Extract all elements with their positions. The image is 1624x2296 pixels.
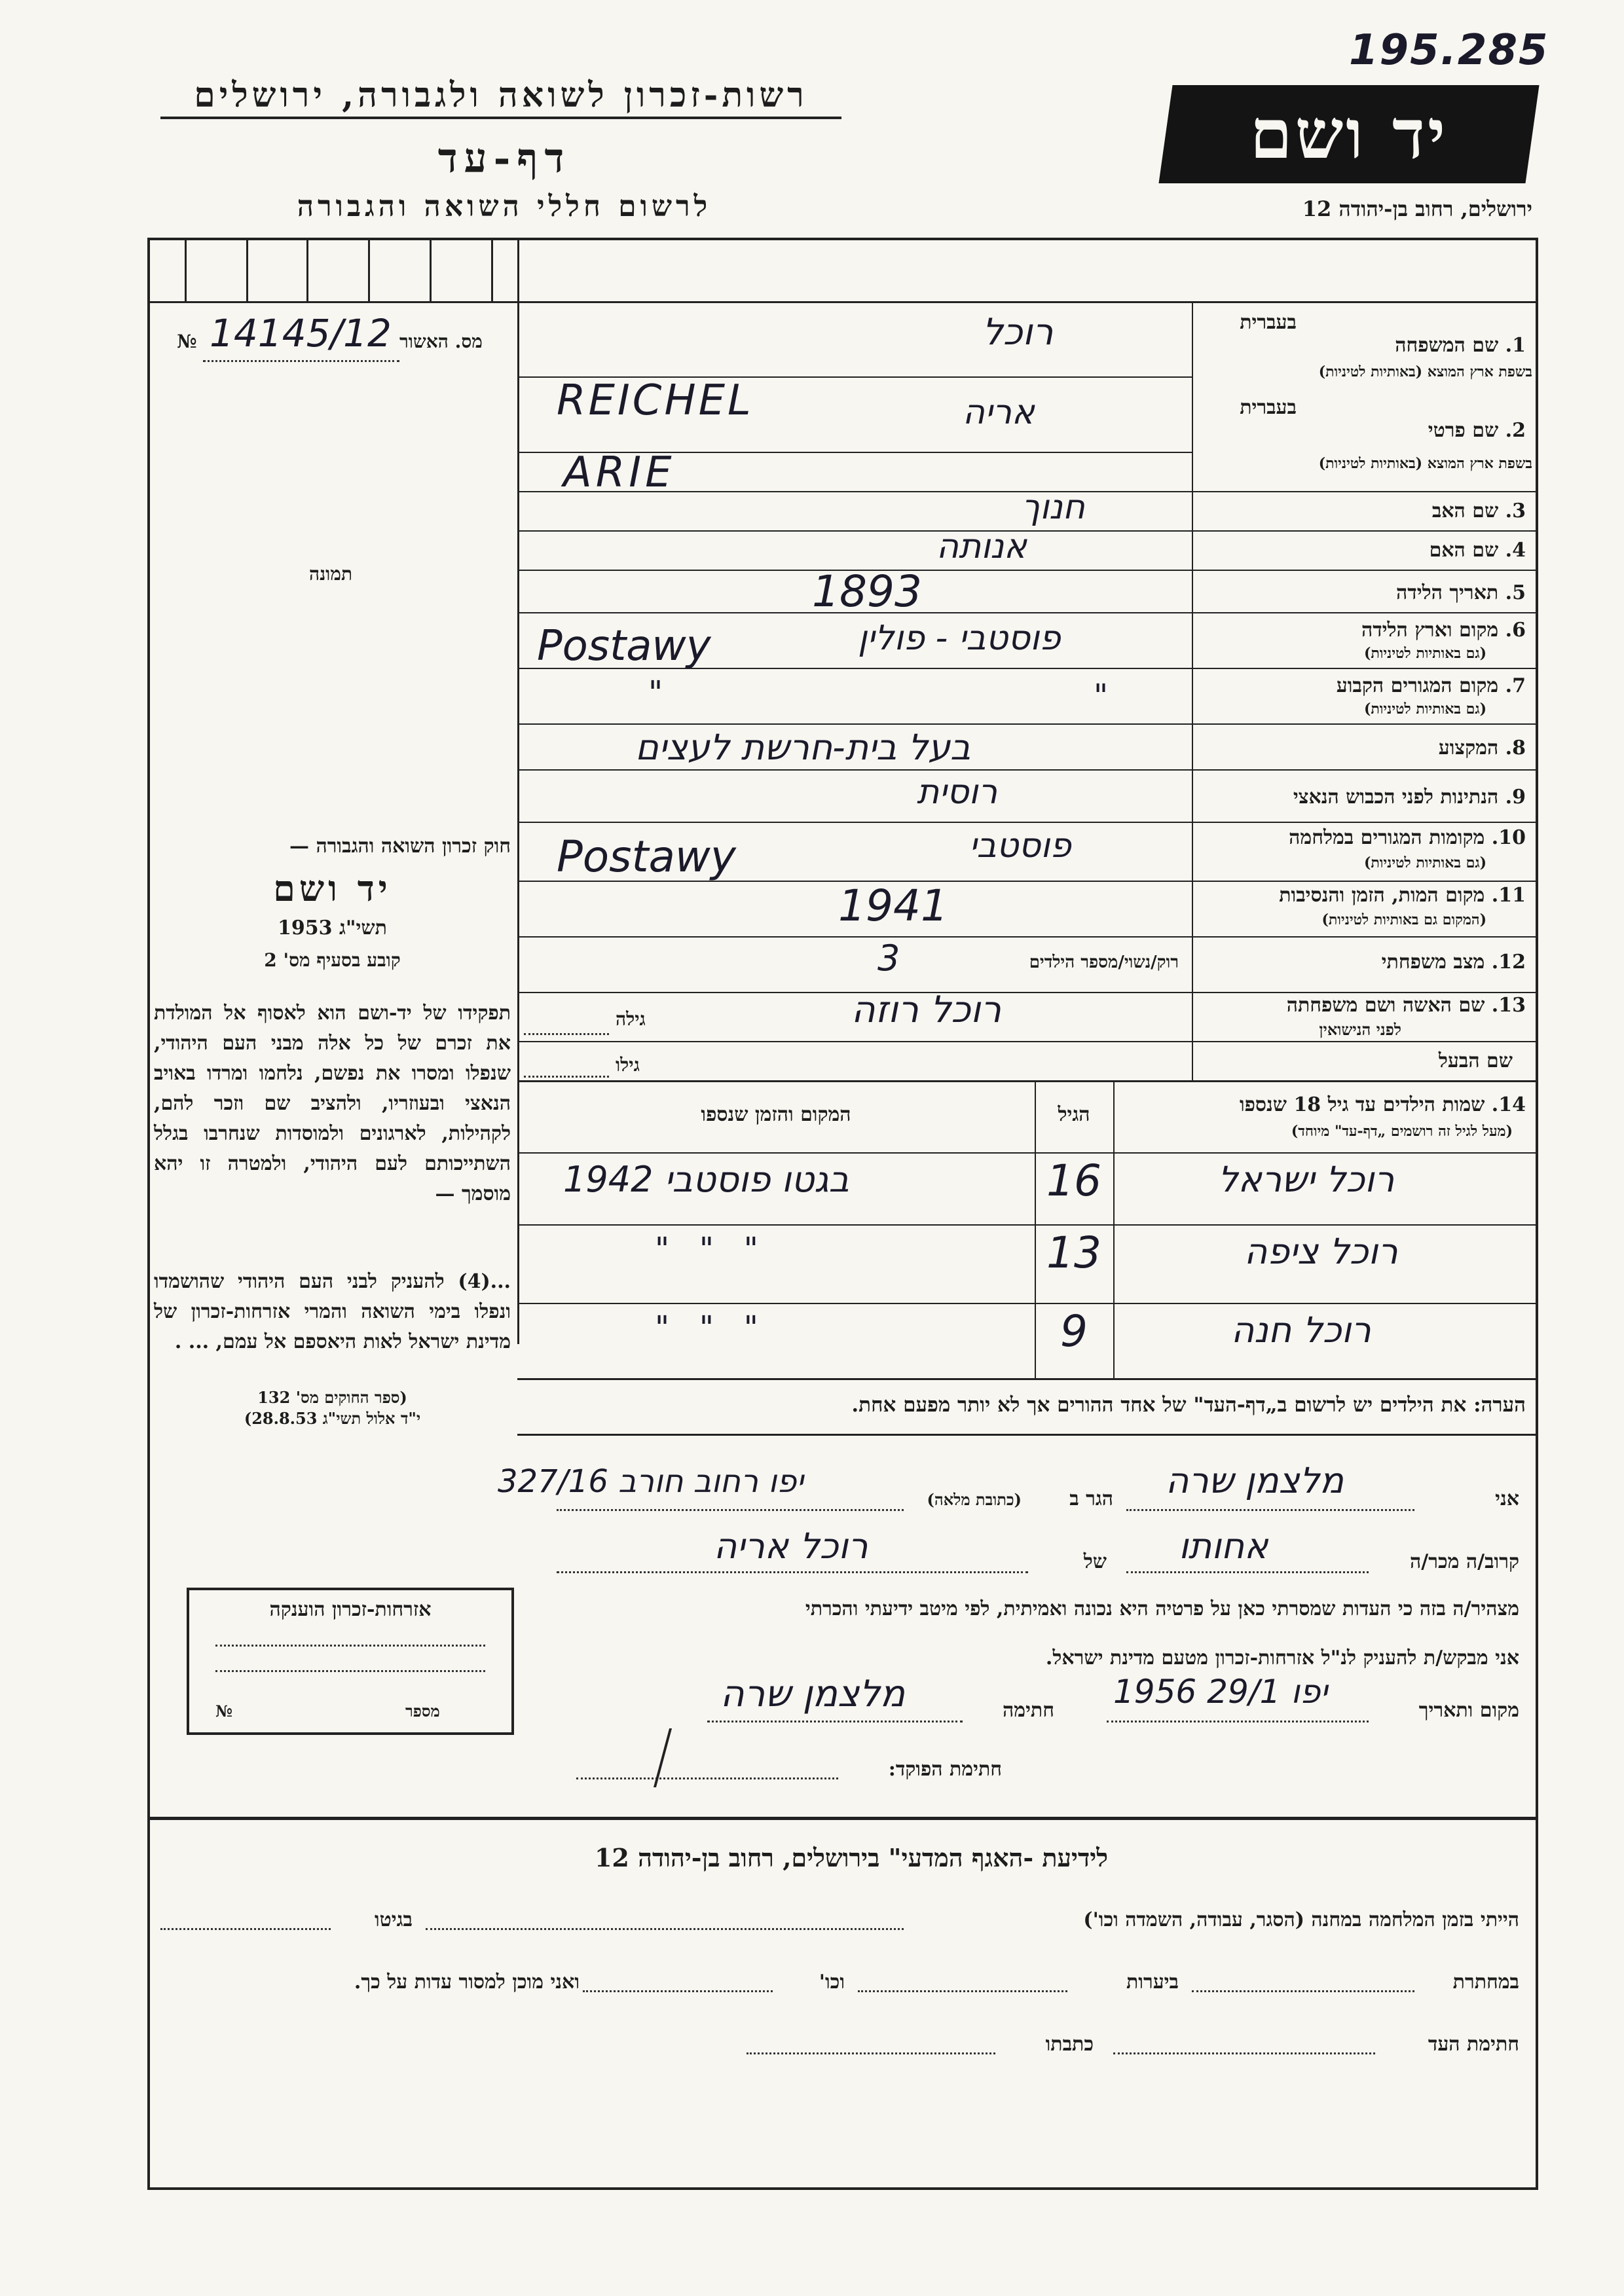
children-label bbox=[1120, 1093, 1526, 1116]
footer-line2-forests: ביערות bbox=[1126, 1971, 1179, 1994]
field-12-options: רוק/נשוי/מספר הילדים bbox=[1029, 953, 1179, 972]
field-3-number: 3. bbox=[1505, 500, 1526, 522]
field-6-sub: (גם באותיות לטיניות) bbox=[1363, 645, 1486, 662]
declarant-label: אני bbox=[1495, 1487, 1519, 1510]
field-13-number: 13. bbox=[1491, 994, 1526, 1017]
relation-value: אחותו bbox=[1179, 1525, 1268, 1567]
law-year: תשי"ג 1953 bbox=[278, 917, 387, 939]
child-name: רוכל ציפה bbox=[1244, 1231, 1398, 1272]
law-reference-date: י"ד אלול תשי"ג 28.8.53) bbox=[244, 1409, 421, 1428]
field-3-label bbox=[1205, 500, 1526, 522]
field-7-label-text: מקום המגורים הקבוע bbox=[1336, 674, 1499, 697]
field-4-number: 4. bbox=[1505, 539, 1526, 562]
archive-number: 195.285 bbox=[1349, 26, 1549, 75]
approval-number-sign: № bbox=[177, 331, 197, 352]
children-sub: (מעל לגיל זה רושמים „דף-עד" מיוחד) bbox=[1291, 1123, 1513, 1140]
children-number: 14. bbox=[1491, 1093, 1526, 1116]
approval-number-value: 14145/12 bbox=[210, 311, 392, 355]
law-section: קובע בסעיף מס' 2 bbox=[264, 949, 401, 971]
field-8-label bbox=[1205, 737, 1526, 759]
certificate-number-label: מספר bbox=[405, 1702, 440, 1721]
residing-label: הגר ב bbox=[1069, 1487, 1113, 1510]
field-9-label bbox=[1205, 786, 1526, 809]
child-name: רוכל חנה bbox=[1231, 1309, 1371, 1351]
field-2-number: 2. bbox=[1505, 419, 1526, 442]
form-subtitle: לרשום חללי השואה והגבורה bbox=[297, 190, 712, 223]
declaration-statement-1: מצהיר/ה בזה כי העדות שמסרתי כאן על פרטיה היא נכונה ואמיתית, לפי מיטב ידיעתי והכרתי bbox=[805, 1597, 1519, 1620]
husband-age-label: גילו bbox=[616, 1054, 640, 1076]
logo-text: יד ושם bbox=[1249, 94, 1449, 174]
officer-signature-label: חתימת הפוקד: bbox=[888, 1758, 1002, 1781]
field-2-label bbox=[1303, 419, 1526, 442]
form-title: דף-עד bbox=[437, 134, 571, 182]
field-12-label-text: מצב משפחתי bbox=[1381, 951, 1485, 974]
field-2-label-text: שם פרטי bbox=[1428, 419, 1499, 442]
place-date-value: יפו 29/1 1956 bbox=[1113, 1673, 1328, 1711]
footer-line3-witness-signature: חתימת העד bbox=[1428, 2033, 1519, 2056]
yad-vashem-logo bbox=[1158, 85, 1539, 183]
field-9-label-text: הנתינות לפני הכבוש הנאצי bbox=[1293, 786, 1499, 809]
field-10-label bbox=[1205, 826, 1526, 849]
children-note: הערה: את הילדים יש לרשום ב„דף-העד" של אחד ההורים אך לא יותר מפעם אחת. bbox=[851, 1393, 1526, 1417]
footer-title: לידיעת -האגף המדעי" בירושלים, רחוב בן-יהודה 12 bbox=[594, 1843, 1108, 1872]
of-label: של bbox=[1083, 1550, 1107, 1573]
declaration-statement-2: אני מבקש/ת להעניק לנ"ל אזרחות-זכרון מטעם מדינת ישראל. bbox=[1045, 1647, 1519, 1669]
address-hint: (כתובת מלאה) bbox=[927, 1490, 1022, 1509]
field-4-value: אנותה bbox=[936, 527, 1027, 566]
certificate-number-sign: № bbox=[215, 1702, 233, 1721]
field-5-value: 1893 bbox=[812, 566, 922, 617]
approval-number-label: מס. האשור bbox=[399, 331, 483, 352]
field-11-number: 11. bbox=[1491, 884, 1526, 907]
law-text: תפקידו של יד-ושם הוא לאסוף אל המולדת את זכרם של כל אלה מבני העם היהודי, שנפלו ומסרו את נפשם, נלחמו ומרדו באויב הנאצי ובעוזריו, ולהציב שם וזכר להם, לקהילות, לארגונים ולמוסדות שנחרבו בגלל השתייכותם לעם היהודי, ולמטרה זו יהא מוסמך — bbox=[154, 1002, 511, 1205]
field-1-number: 1. bbox=[1505, 334, 1526, 357]
child-age: 13 bbox=[1046, 1228, 1101, 1278]
place-date-label: מקום ותאריך bbox=[1418, 1699, 1519, 1722]
signature-label: חתימה bbox=[1003, 1699, 1054, 1722]
field-3-label-text: שם האב bbox=[1431, 500, 1499, 522]
husband-name-label: שם הבעל bbox=[1438, 1049, 1513, 1072]
field-4-label-text: שם האם bbox=[1429, 539, 1499, 562]
field-7-value-latin-ditto: " bbox=[648, 674, 663, 711]
children-col-age: הגיל bbox=[1058, 1103, 1090, 1126]
child-age: 16 bbox=[1046, 1156, 1101, 1206]
field-6-value-latin: Postawy bbox=[537, 622, 711, 670]
field-9-value: רוסית bbox=[917, 773, 998, 812]
field-1-value-hebrew: רוכל bbox=[982, 311, 1054, 354]
field-3-value: חנוך bbox=[1022, 488, 1085, 527]
law-reference: (ספר החוקים מס' 132 bbox=[257, 1388, 407, 1407]
header-address: ירושלים, רחוב בן-יהודה 12 bbox=[1302, 196, 1532, 221]
relative-label: קרוב/ה מכר/ה bbox=[1410, 1550, 1519, 1573]
field-5-number: 5. bbox=[1505, 581, 1526, 604]
field-13-age-label: גילה bbox=[616, 1008, 646, 1030]
field-2-value-hebrew: אריה bbox=[963, 393, 1035, 432]
law-name: יד ושם bbox=[273, 867, 392, 909]
authority-name: רשות-זכרון לשואה ולגבורה, ירושלים bbox=[194, 75, 808, 115]
field-12-value: 3 bbox=[877, 938, 900, 979]
declarant-name: מלצמן שרה bbox=[1166, 1460, 1344, 1501]
field-6-number: 6. bbox=[1505, 619, 1526, 642]
field-8-value: בעל בית-חרשת לעצים bbox=[635, 727, 971, 768]
field-13-value: רוכל רוזה bbox=[851, 989, 1001, 1031]
citizenship-certificate-box bbox=[187, 1588, 514, 1735]
field-6-value: פוסטבי - פולין bbox=[858, 619, 1061, 658]
children-col-place: המקום והזמן שנספו bbox=[701, 1103, 851, 1126]
field-8-number: 8. bbox=[1505, 737, 1526, 759]
field-1-label bbox=[1303, 334, 1526, 357]
field-2-sub: בשפת ארץ המוצא (באותיות לטיניות) bbox=[1318, 455, 1532, 472]
law-text-2: ...(4) להעניק לבני העם היהודי שהושמדו ונפלו בימי השואה והמרי אזרחות-זכרון של מדינת ישראל לאות היאספם אל עמם, ... . bbox=[154, 1270, 511, 1353]
child-age: 9 bbox=[1060, 1306, 1088, 1357]
children-label-text: שמות הילדים עד גיל 18 שנספו bbox=[1239, 1093, 1485, 1116]
child-place: " " " bbox=[655, 1309, 758, 1346]
field-1-label-text: שם המשפחה bbox=[1395, 334, 1499, 357]
footer-line3-address: כתבתו bbox=[1045, 2033, 1094, 2056]
field-7-label bbox=[1205, 674, 1526, 697]
field-7-value: " bbox=[1094, 678, 1109, 714]
footer-line2-etc: וכו' bbox=[819, 1971, 845, 1994]
field-10-sub: (גם באותיות לטיניות) bbox=[1363, 854, 1486, 871]
field-7-sub: (גם באותיות לטיניות) bbox=[1363, 701, 1486, 718]
field-9-number: 9. bbox=[1505, 786, 1526, 809]
field-12-number: 12. bbox=[1491, 951, 1526, 974]
field-4-label bbox=[1205, 539, 1526, 562]
field-10-label-text: מקומות המגורים במלחמה bbox=[1289, 826, 1485, 849]
child-name: רוכל ישראל bbox=[1218, 1159, 1395, 1200]
signature-value: מלצמן שרה bbox=[720, 1673, 906, 1715]
field-10-value-latin: Postawy bbox=[557, 831, 736, 882]
field-10-value: פוסטבי bbox=[969, 826, 1071, 866]
footer-line2-willing: ואני מוכן למסור עדות על כך. bbox=[354, 1971, 580, 1994]
footer-line1-camp: הייתי בזמן המלחמה במחנה (הסגר, עבודה, השמדה וכו') bbox=[1083, 1908, 1519, 1931]
child-place: " " " bbox=[655, 1231, 758, 1267]
field-13-label-text: שם האשה ושם משפחתה bbox=[1286, 994, 1485, 1017]
certificate-title: אזרחות-זכרון הוענקה bbox=[269, 1598, 432, 1621]
field-11-value: 1941 bbox=[838, 881, 948, 931]
declarant-address: יפו רחוב חורב 327/16 bbox=[498, 1463, 803, 1500]
field-1-hebrew-tag: בעברית bbox=[1240, 311, 1297, 334]
field-8-label-text: המקצוע bbox=[1438, 737, 1499, 759]
field-1-value-latin: REICHEL bbox=[557, 376, 754, 425]
field-11-label-text: מקום המות, הזמן והנסיבות bbox=[1279, 884, 1485, 907]
field-12-label bbox=[1205, 951, 1526, 974]
child-place: בגטו פוסטבי 1942 bbox=[563, 1159, 849, 1200]
field-11-label bbox=[1205, 884, 1526, 907]
footer-line1-ghetto: בגיטו bbox=[374, 1908, 413, 1931]
law-heading: חוק זכרון השואה והגבורה — bbox=[289, 835, 511, 858]
field-2-value-latin: ARIE bbox=[563, 448, 676, 497]
field-11-sub: (המקום גם באותיות לטיניות) bbox=[1321, 911, 1486, 928]
field-2-hebrew-tag: בעברית bbox=[1240, 396, 1297, 419]
field-10-number: 10. bbox=[1491, 826, 1526, 849]
field-7-number: 7. bbox=[1505, 674, 1526, 697]
field-6-label bbox=[1205, 619, 1526, 642]
field-1-sub: בשפת ארץ המוצא (באותיות לטיניות) bbox=[1318, 363, 1532, 380]
footer-line2-underground: במחתרת bbox=[1452, 1971, 1519, 1994]
field-5-label bbox=[1205, 581, 1526, 604]
field-5-label-text: תאריך הלידה bbox=[1396, 581, 1499, 604]
field-13-label bbox=[1205, 994, 1526, 1017]
field-13-sub: לפני הנישואין bbox=[1319, 1020, 1401, 1039]
of-value: רוכל אריה bbox=[714, 1525, 868, 1567]
field-6-label-text: מקום וארץ הלידה bbox=[1361, 619, 1499, 642]
photo-placeholder-label: תמונה bbox=[308, 563, 353, 585]
